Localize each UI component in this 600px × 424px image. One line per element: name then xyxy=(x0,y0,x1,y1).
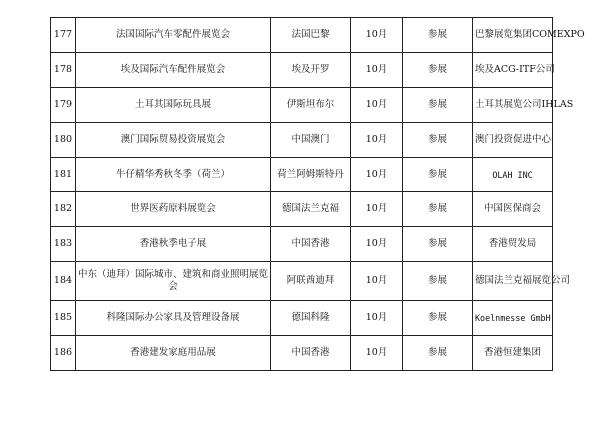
participation-type: 参展 xyxy=(403,227,473,262)
row-number: 184 xyxy=(51,262,76,301)
exhibition-city: 法国巴黎 xyxy=(271,18,351,53)
table-row xyxy=(51,122,553,157)
exhibition-city: 伊斯坦布尔 xyxy=(271,87,351,122)
table-row xyxy=(51,52,553,87)
participation-type: 参展 xyxy=(403,18,473,53)
exhibition-city: 埃及开罗 xyxy=(271,52,351,87)
exhibition-name: 法国国际汽车零配件展览会 xyxy=(76,18,271,53)
exhibition-month: 10月 xyxy=(351,87,403,122)
exhibition-month: 10月 xyxy=(351,336,403,371)
exhibition-city: 中国香港 xyxy=(271,336,351,371)
table-row xyxy=(51,262,553,301)
row-number: 185 xyxy=(51,301,76,336)
table-row xyxy=(51,87,553,122)
row-number: 186 xyxy=(51,336,76,371)
row-number: 181 xyxy=(51,157,76,192)
organizer: 埃及ACG-ITF公司 xyxy=(473,52,553,87)
participation-type: 参展 xyxy=(403,192,473,227)
organizer: Koelnmesse GmbH xyxy=(473,301,553,336)
table-row xyxy=(51,192,553,227)
exhibition-name: 科隆国际办公家具及管理设备展 xyxy=(76,301,271,336)
exhibition-name: 埃及国际汽车配件展览会 xyxy=(76,52,271,87)
exhibition-month: 10月 xyxy=(351,227,403,262)
exhibition-month: 10月 xyxy=(351,157,403,192)
row-number: 183 xyxy=(51,227,76,262)
row-number: 180 xyxy=(51,122,76,157)
exhibition-city: 中国香港 xyxy=(271,227,351,262)
table-row xyxy=(51,227,553,262)
exhibition-month: 10月 xyxy=(351,52,403,87)
table-row xyxy=(51,18,553,53)
participation-type: 参展 xyxy=(403,262,473,301)
exhibition-name: 中东（迪拜）国际城市、建筑和商业照明展览会 xyxy=(76,262,271,301)
exhibition-name: 澳门国际贸易投资展览会 xyxy=(76,122,271,157)
row-number: 182 xyxy=(51,192,76,227)
exhibition-month: 10月 xyxy=(351,192,403,227)
organizer: 澳门投资促进中心 xyxy=(473,122,553,157)
exhibition-name: 土耳其国际玩具展 xyxy=(76,87,271,122)
organizer: 土耳其展览公司IHLAS xyxy=(473,87,553,122)
exhibition-name: 香港秋季电子展 xyxy=(76,227,271,262)
participation-type: 参展 xyxy=(403,336,473,371)
exhibition-city: 阿联酋迪拜 xyxy=(271,262,351,301)
organizer: OLAH INC xyxy=(473,157,553,192)
exhibition-month: 10月 xyxy=(351,301,403,336)
participation-type: 参展 xyxy=(403,87,473,122)
exhibition-name: 香港建发家庭用品展 xyxy=(76,336,271,371)
table-row xyxy=(51,301,553,336)
exhibition-table xyxy=(50,17,585,371)
exhibition-name: 牛仔精华秀秋冬季（荷兰） xyxy=(76,157,271,192)
exhibition-month: 10月 xyxy=(351,18,403,53)
exhibition-month: 10月 xyxy=(351,122,403,157)
participation-type: 参展 xyxy=(403,157,473,192)
exhibition-city: 中国澳门 xyxy=(271,122,351,157)
participation-type: 参展 xyxy=(403,301,473,336)
organizer: 香港贸发局 xyxy=(473,227,553,262)
exhibition-name: 世界医药原料展览会 xyxy=(76,192,271,227)
organizer: 香港恒建集团 xyxy=(473,336,553,371)
table-row xyxy=(51,336,553,371)
organizer: 巴黎展览集团COMEXPO xyxy=(473,18,553,53)
participation-type: 参展 xyxy=(403,52,473,87)
participation-type: 参展 xyxy=(403,122,473,157)
exhibition-city: 德国法兰克福 xyxy=(271,192,351,227)
exhibition-city: 德国科隆 xyxy=(271,301,351,336)
row-number: 178 xyxy=(51,52,76,87)
exhibition-city: 荷兰阿姆斯特丹 xyxy=(271,157,351,192)
organizer: 德国法兰克福展览公司 xyxy=(473,262,553,301)
row-number: 177 xyxy=(51,18,76,53)
organizer: 中国医保商会 xyxy=(473,192,553,227)
exhibition-month: 10月 xyxy=(351,262,403,301)
table-row xyxy=(51,157,553,192)
row-number: 179 xyxy=(51,87,76,122)
